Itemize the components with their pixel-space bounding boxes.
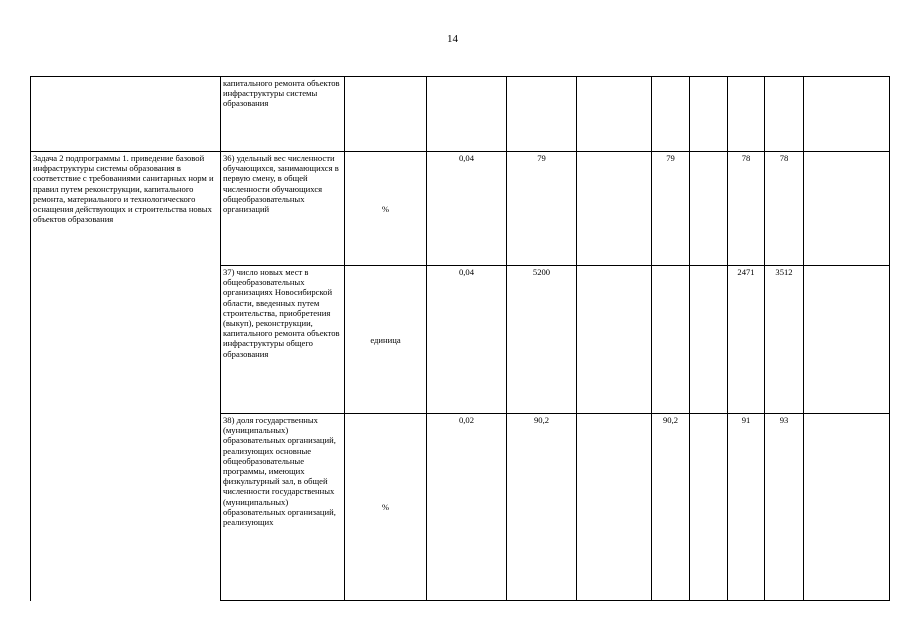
table-row <box>31 152 890 266</box>
value-cell-2 <box>652 77 690 152</box>
value-cell-3 <box>690 77 728 152</box>
target-cell: 5200 <box>507 266 577 414</box>
value-cell-1 <box>577 414 652 601</box>
unit-cell: % <box>345 152 427 266</box>
value-cell-2: 79 <box>652 152 690 266</box>
value-cell-3 <box>690 414 728 601</box>
unit-cell <box>345 77 427 152</box>
value-cell-5: 93 <box>765 414 804 601</box>
value-cell-1 <box>577 266 652 414</box>
indicator-cell: 38) доля государственных (муниципальных) образовательных организаций, реализующих основные общеобразовательные программы, имеющих физкультурный зал, в общей численности государственных (муниципальных) образовательных организаций, реализующих <box>221 414 345 601</box>
value-cell-3 <box>690 266 728 414</box>
weight-cell <box>427 77 507 152</box>
weight-cell: 0,02 <box>427 414 507 601</box>
task-cell: Задача 2 подпрограммы 1. приведение базовой инфраструктуры системы образования в соответствие с требованиями санитарных норм и правил путем реконструкции, капитального ремонта, материального и технологического оснащения действующих и строительства новых объектов образования <box>31 152 221 601</box>
page-number: 14 <box>447 33 458 45</box>
table-row <box>31 77 890 152</box>
target-cell: 90,2 <box>507 414 577 601</box>
target-cell <box>507 77 577 152</box>
value-cell-5 <box>765 77 804 152</box>
indicator-cell: 36) удельный вес численности обучающихся, занимающихся в первую смену, в общей численности обучающихся общеобразовательных организаций <box>221 152 345 266</box>
value-cell-4: 78 <box>728 152 765 266</box>
value-cell-4 <box>728 77 765 152</box>
target-cell: 79 <box>507 152 577 266</box>
value-cell-5: 78 <box>765 152 804 266</box>
value-cell-2: 90,2 <box>652 414 690 601</box>
value-cell-4: 91 <box>728 414 765 601</box>
notes-cell <box>804 152 890 266</box>
unit-cell: единица <box>345 266 427 414</box>
notes-cell <box>804 77 890 152</box>
indicator-cell: 37) число новых мест в общеобразовательных организациях Новосибирской области, введенных путем строительства, приобретения (выкуп), реконструкции, капитального ремонта объектов инфраструктуры общего образования <box>221 266 345 414</box>
notes-cell <box>804 266 890 414</box>
value-cell-1 <box>577 152 652 266</box>
value-cell-1 <box>577 77 652 152</box>
value-cell-3 <box>690 152 728 266</box>
unit-cell: % <box>345 414 427 601</box>
task-cell <box>31 77 221 152</box>
indicators-table <box>30 76 890 601</box>
value-cell-5: 3512 <box>765 266 804 414</box>
value-cell-4: 2471 <box>728 266 765 414</box>
indicator-cell: капитального ремонта объектов инфраструктуры системы образования <box>221 77 345 152</box>
notes-cell <box>804 414 890 601</box>
value-cell-2 <box>652 266 690 414</box>
weight-cell: 0,04 <box>427 266 507 414</box>
weight-cell: 0,04 <box>427 152 507 266</box>
